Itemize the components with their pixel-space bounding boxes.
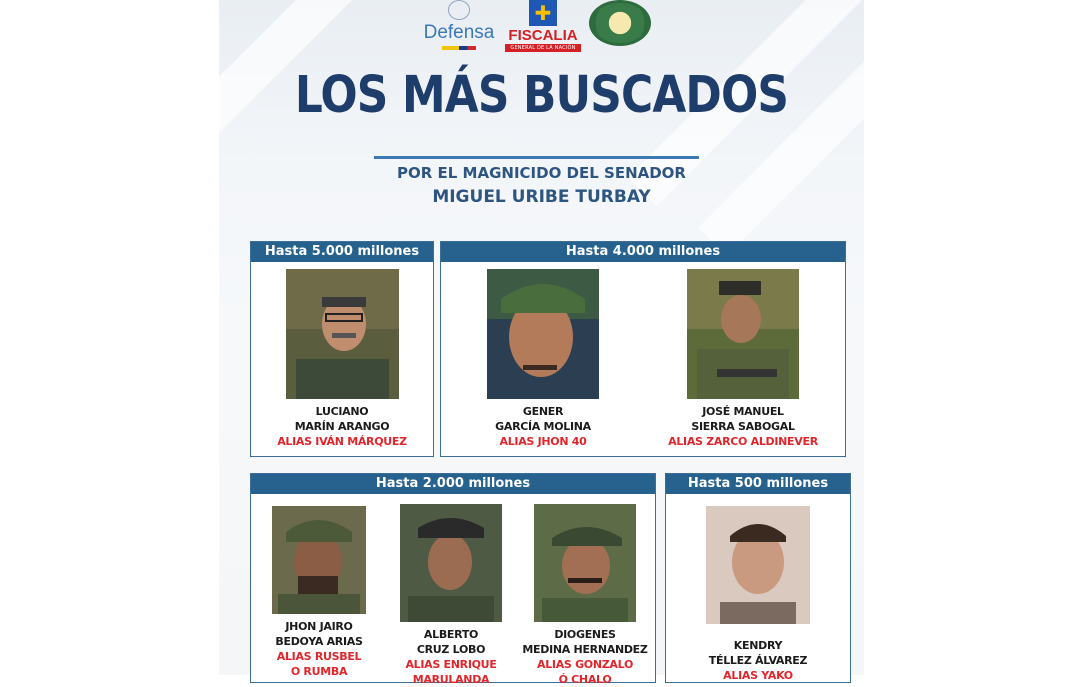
suspect-first-name: DIOGENES bbox=[554, 628, 616, 641]
suspect-last-name: MEDINA HERNANDEZ bbox=[522, 643, 648, 656]
defensa-emblem-icon bbox=[448, 0, 470, 20]
defensa-logo bbox=[414, 0, 504, 58]
suspect-last-name: MARÍN ARANGO bbox=[294, 420, 390, 433]
fiscalia-logo-text: FISCALIA bbox=[508, 27, 578, 44]
poster-subtitle: POR EL MAGNICIDO DEL SENADOR bbox=[397, 164, 686, 182]
wanted-person-card bbox=[643, 269, 843, 449]
suspect-photo bbox=[400, 504, 502, 622]
suspect-alias: ALIAS YAKO bbox=[723, 669, 793, 682]
suspect-alias: ALIAS IVÁN MÁRQUEZ bbox=[277, 435, 407, 448]
policia-logo bbox=[585, 0, 655, 50]
wanted-person-card bbox=[253, 506, 385, 679]
suspect-alias: ALIAS ENRIQUE bbox=[405, 658, 497, 671]
suspect-alias: ALIAS RUSBEL bbox=[276, 650, 362, 663]
senator-name: MIGUEL URIBE TURBAY bbox=[432, 187, 651, 207]
suspect-photo bbox=[706, 506, 810, 624]
suspect-last-name: GARCÍA MOLINA bbox=[495, 420, 591, 433]
reward-header: Hasta 500 millones bbox=[666, 474, 850, 494]
wanted-person-card bbox=[517, 504, 653, 687]
fiscalia-logo bbox=[505, 0, 581, 56]
suspect-alias-continued: O RUMBA bbox=[290, 665, 348, 678]
suspect-first-name: JOSÉ MANUEL bbox=[702, 405, 784, 418]
suspect-last-name: CRUZ LOBO bbox=[416, 643, 486, 656]
reward-header: Hasta 5.000 millones bbox=[251, 242, 433, 262]
reward-group-5000 bbox=[250, 241, 434, 457]
suspect-photo bbox=[487, 269, 599, 399]
reward-group-2000 bbox=[250, 473, 656, 686]
suspect-first-name: ALBERTO bbox=[423, 628, 479, 641]
suspect-last-name: TÉLLEZ ÁLVAREZ bbox=[708, 654, 808, 667]
suspect-alias: ALIAS GONZALO bbox=[536, 658, 634, 671]
reward-group-500 bbox=[665, 473, 851, 683]
fiscalia-logo-subtext: GENERAL DE LA NACIÓN bbox=[505, 44, 581, 52]
suspect-alias: ALIAS JHON 40 bbox=[499, 435, 587, 448]
background-stripe bbox=[698, 0, 960, 256]
reward-header: Hasta 4.000 millones bbox=[441, 242, 845, 262]
suspect-alias-continued: MARULANDA bbox=[412, 673, 490, 686]
policia-seal-icon bbox=[589, 0, 651, 46]
wanted-person-card bbox=[443, 269, 643, 449]
wanted-person-card bbox=[385, 504, 517, 687]
suspect-last-name: BEDOYA ARIAS bbox=[275, 635, 363, 648]
suspect-first-name: KENDRY bbox=[733, 639, 783, 652]
reward-header: Hasta 2.000 millones bbox=[251, 474, 655, 494]
wanted-person-card bbox=[666, 506, 850, 683]
wanted-poster bbox=[219, 0, 864, 686]
colombia-flag-bar bbox=[442, 46, 476, 50]
suspect-first-name: LUCIANO bbox=[315, 405, 369, 418]
fiscalia-emblem-icon: ✚ bbox=[529, 0, 557, 26]
suspect-photo bbox=[272, 506, 366, 614]
suspect-photo bbox=[687, 269, 799, 399]
suspect-photo bbox=[534, 504, 636, 622]
suspect-last-name: SIERRA SABOGAL bbox=[691, 420, 795, 433]
suspect-first-name: GENER bbox=[522, 405, 564, 418]
suspect-photo bbox=[286, 269, 399, 399]
title-divider bbox=[374, 156, 699, 159]
defensa-logo-text: Defensa bbox=[423, 22, 495, 43]
reward-group-4000 bbox=[440, 241, 846, 457]
wanted-person-card bbox=[251, 269, 433, 449]
poster-title: LOS MÁS BUSCADOS bbox=[294, 66, 789, 125]
suspect-alias-continued: Ó CHALO bbox=[558, 673, 612, 686]
suspect-alias: ALIAS ZARCO ALDINEVER bbox=[668, 435, 818, 448]
suspect-first-name: JHON JAIRO bbox=[285, 620, 353, 633]
